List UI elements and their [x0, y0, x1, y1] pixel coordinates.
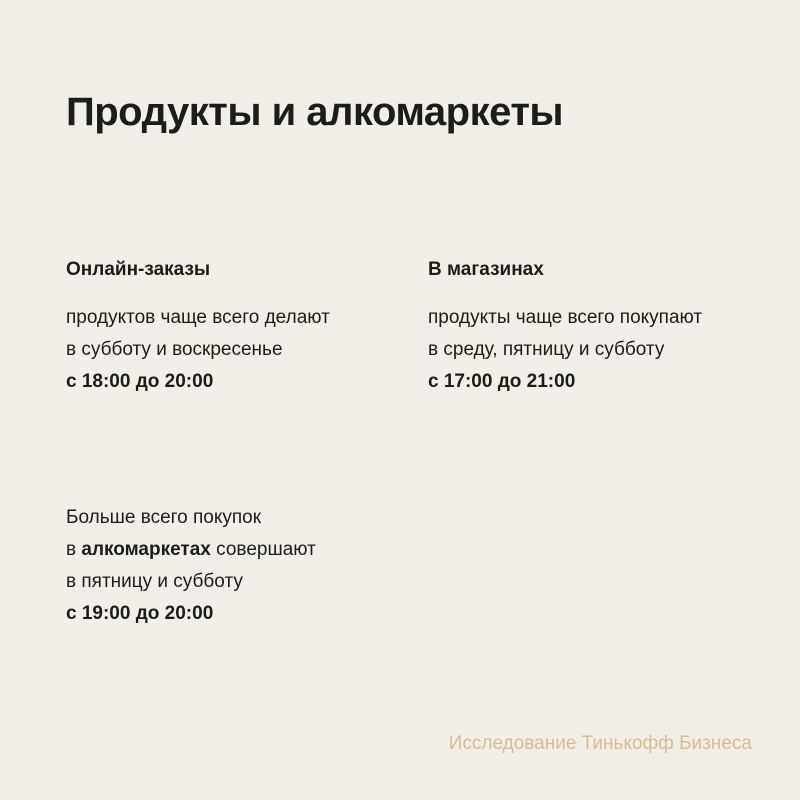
- liquor-stores-highlight: алкомаркетах: [81, 539, 211, 560]
- in-stores-line-2: в среду, пятницу и субботу: [428, 339, 665, 360]
- liquor-stores-line-2-suffix: совершают: [210, 539, 316, 560]
- liquor-stores-line-2: [66, 534, 316, 566]
- in-stores-line-1: продукты чаще всего покупают: [428, 307, 703, 328]
- liquor-stores-block: [66, 502, 316, 630]
- in-stores-time: с 17:00 до 21:00: [428, 371, 576, 392]
- in-stores-block: [428, 258, 702, 398]
- page-title: Продукты и алкомаркеты: [66, 90, 564, 134]
- liquor-stores-line-1: Больше всего покупок: [66, 507, 262, 528]
- in-stores-heading: В магазинах: [428, 259, 544, 280]
- liquor-stores-line-2-prefix: в: [66, 539, 82, 560]
- online-orders-line-1: продуктов чаще всего делают: [66, 307, 330, 328]
- online-orders-heading: Онлайн-заказы: [66, 259, 211, 280]
- liquor-stores-text: [66, 502, 316, 630]
- online-orders-text: [66, 302, 330, 398]
- source-credit: Исследование Тинькофф Бизнеса: [448, 733, 752, 754]
- in-stores-text: [428, 302, 702, 398]
- online-orders-line-2: в субботу и воскресенье: [66, 339, 283, 360]
- online-orders-block: [66, 258, 330, 398]
- online-orders-time: с 18:00 до 20:00: [66, 371, 214, 392]
- liquor-stores-line-3: в пятницу и субботу: [66, 571, 243, 592]
- liquor-stores-time: с 19:00 до 20:00: [66, 603, 214, 624]
